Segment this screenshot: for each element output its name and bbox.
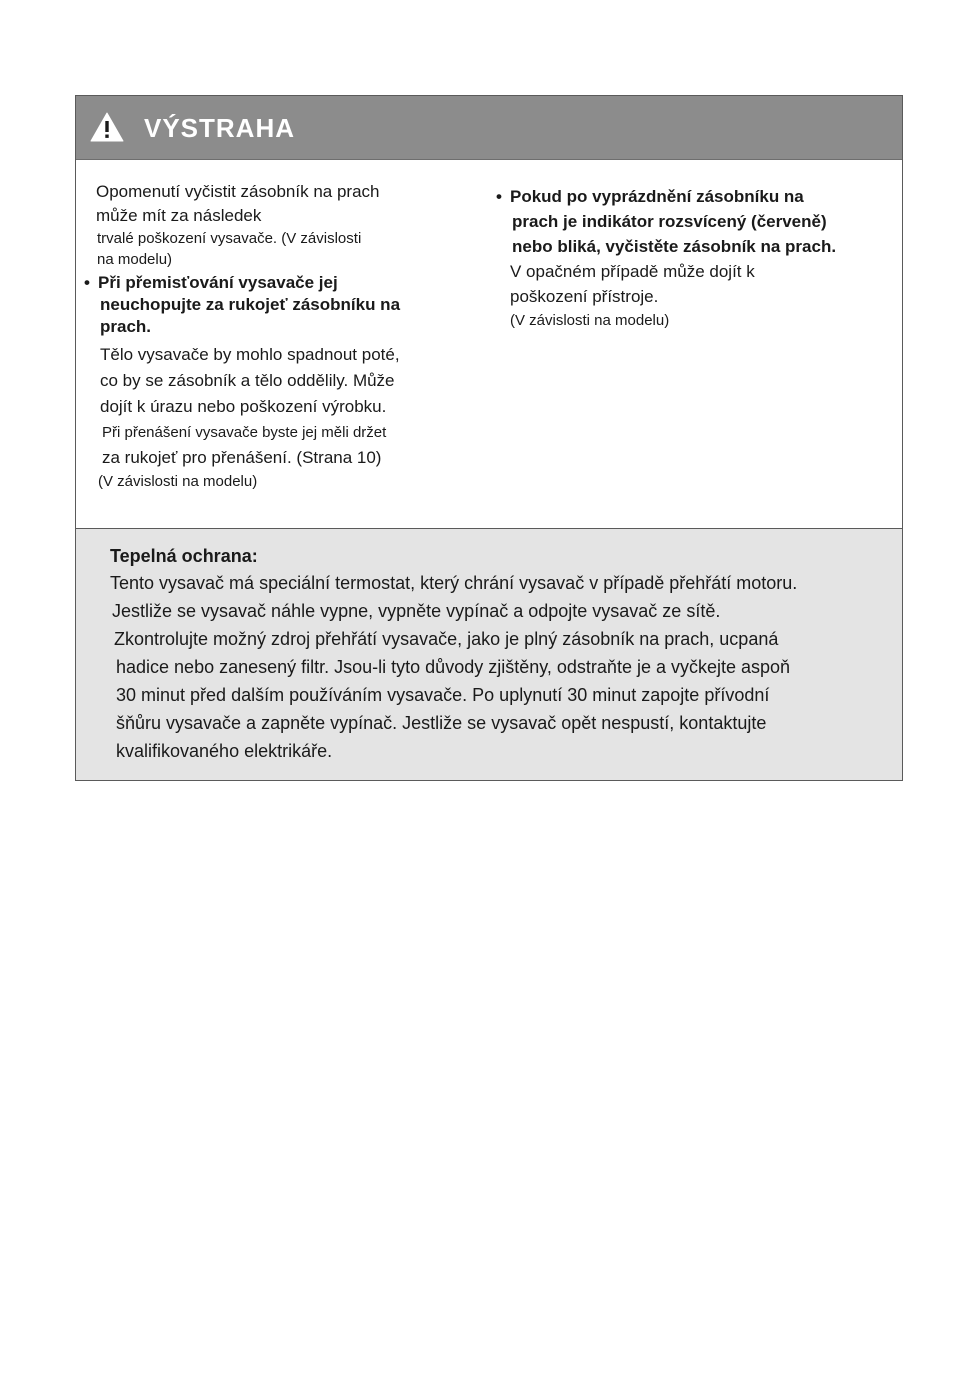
warning-box xyxy=(75,95,903,781)
thermal-line: hadice nebo zanesený filtr. Jsou-li tyto důvody zjištěny, odstraňte je a vyčkejte aspoň xyxy=(116,657,791,677)
left-intro-line: může mít za následek xyxy=(96,206,262,225)
right-bullet-body-line: (V závislosti na modelu) xyxy=(510,312,670,329)
thermal-line: Zkontrolujte možný zdroj přehřátí vysavače, jako je plný zásobník na prach, ucpaná xyxy=(114,629,779,649)
left-bullet-body-line: (V závislosti na modelu) xyxy=(98,473,258,490)
right-column xyxy=(496,184,891,333)
left-bullet-body-line: dojít k úrazu nebo poškození výrobku. xyxy=(100,397,387,416)
right-bullet-heading-line: prach je indikátor rozsvícený (červeně) xyxy=(512,212,827,231)
thermal-body xyxy=(110,569,895,765)
thermal-line: Tento vysavač má speciální termostat, který chrání vysavač v případě přehřátí motoru. xyxy=(110,573,798,593)
warning-header xyxy=(76,96,902,160)
right-bullet-heading-line: • Pokud po vyprázdnění zásobníku na xyxy=(496,184,891,209)
warning-title: VÝSTRAHA xyxy=(144,113,296,143)
left-bullet-heading-line: • Při přemisťování vysavače jej xyxy=(84,273,338,292)
thermal-title: Tepelná ochrana: xyxy=(110,546,258,566)
thermal-line: šňůru vysavače a zapněte vypínač. Jestliže se vysavač opět nespustí, kontaktujte xyxy=(116,713,767,733)
right-bullet-body-line: poškození přístroje. xyxy=(510,287,659,306)
left-intro-line: Opomenutí vyčistit zásobník na prach xyxy=(96,182,380,201)
bullet-glyph: • xyxy=(496,187,502,206)
left-bullet-heading-line: neuchopujte za rukojeť zásobníku na xyxy=(100,295,401,314)
thermal-line: 30 minut před dalším používáním vysavače. Po uplynutí 30 minut zapojte přívodní xyxy=(116,685,770,705)
thermal-line: kvalifikovaného elektrikáře. xyxy=(116,741,333,761)
warning-triangle-icon xyxy=(90,112,124,142)
left-intro-line: trvalé poškození vysavače. (V závislosti xyxy=(97,230,362,247)
left-intro-line: na modelu) xyxy=(97,251,173,268)
thermal-protection-section xyxy=(76,528,902,780)
right-bullet-body-line: V opačném případě může dojít k xyxy=(510,262,755,281)
left-bullet-body-line: co by se zásobník a tělo oddělily. Může xyxy=(100,371,395,390)
thermal-line: Jestliže se vysavač náhle vypne, vypněte vypínač a odpojte vysavač ze sítě. xyxy=(112,601,721,621)
left-bullet-heading-line: prach. xyxy=(100,317,152,336)
bullet-glyph: • xyxy=(84,273,90,292)
left-column xyxy=(84,180,449,494)
left-bullet-body-line: Při přenášení vysavače byste jej měli držet xyxy=(102,424,387,441)
right-bullet-heading-line: nebo bliká, vyčistěte zásobník na prach. xyxy=(512,237,837,256)
left-bullet-body-line: za rukojeť pro přenášení. (Strana 10) xyxy=(102,448,382,467)
left-bullet-body-line: Tělo vysavače by mohlo spadnout poté, xyxy=(100,345,400,364)
